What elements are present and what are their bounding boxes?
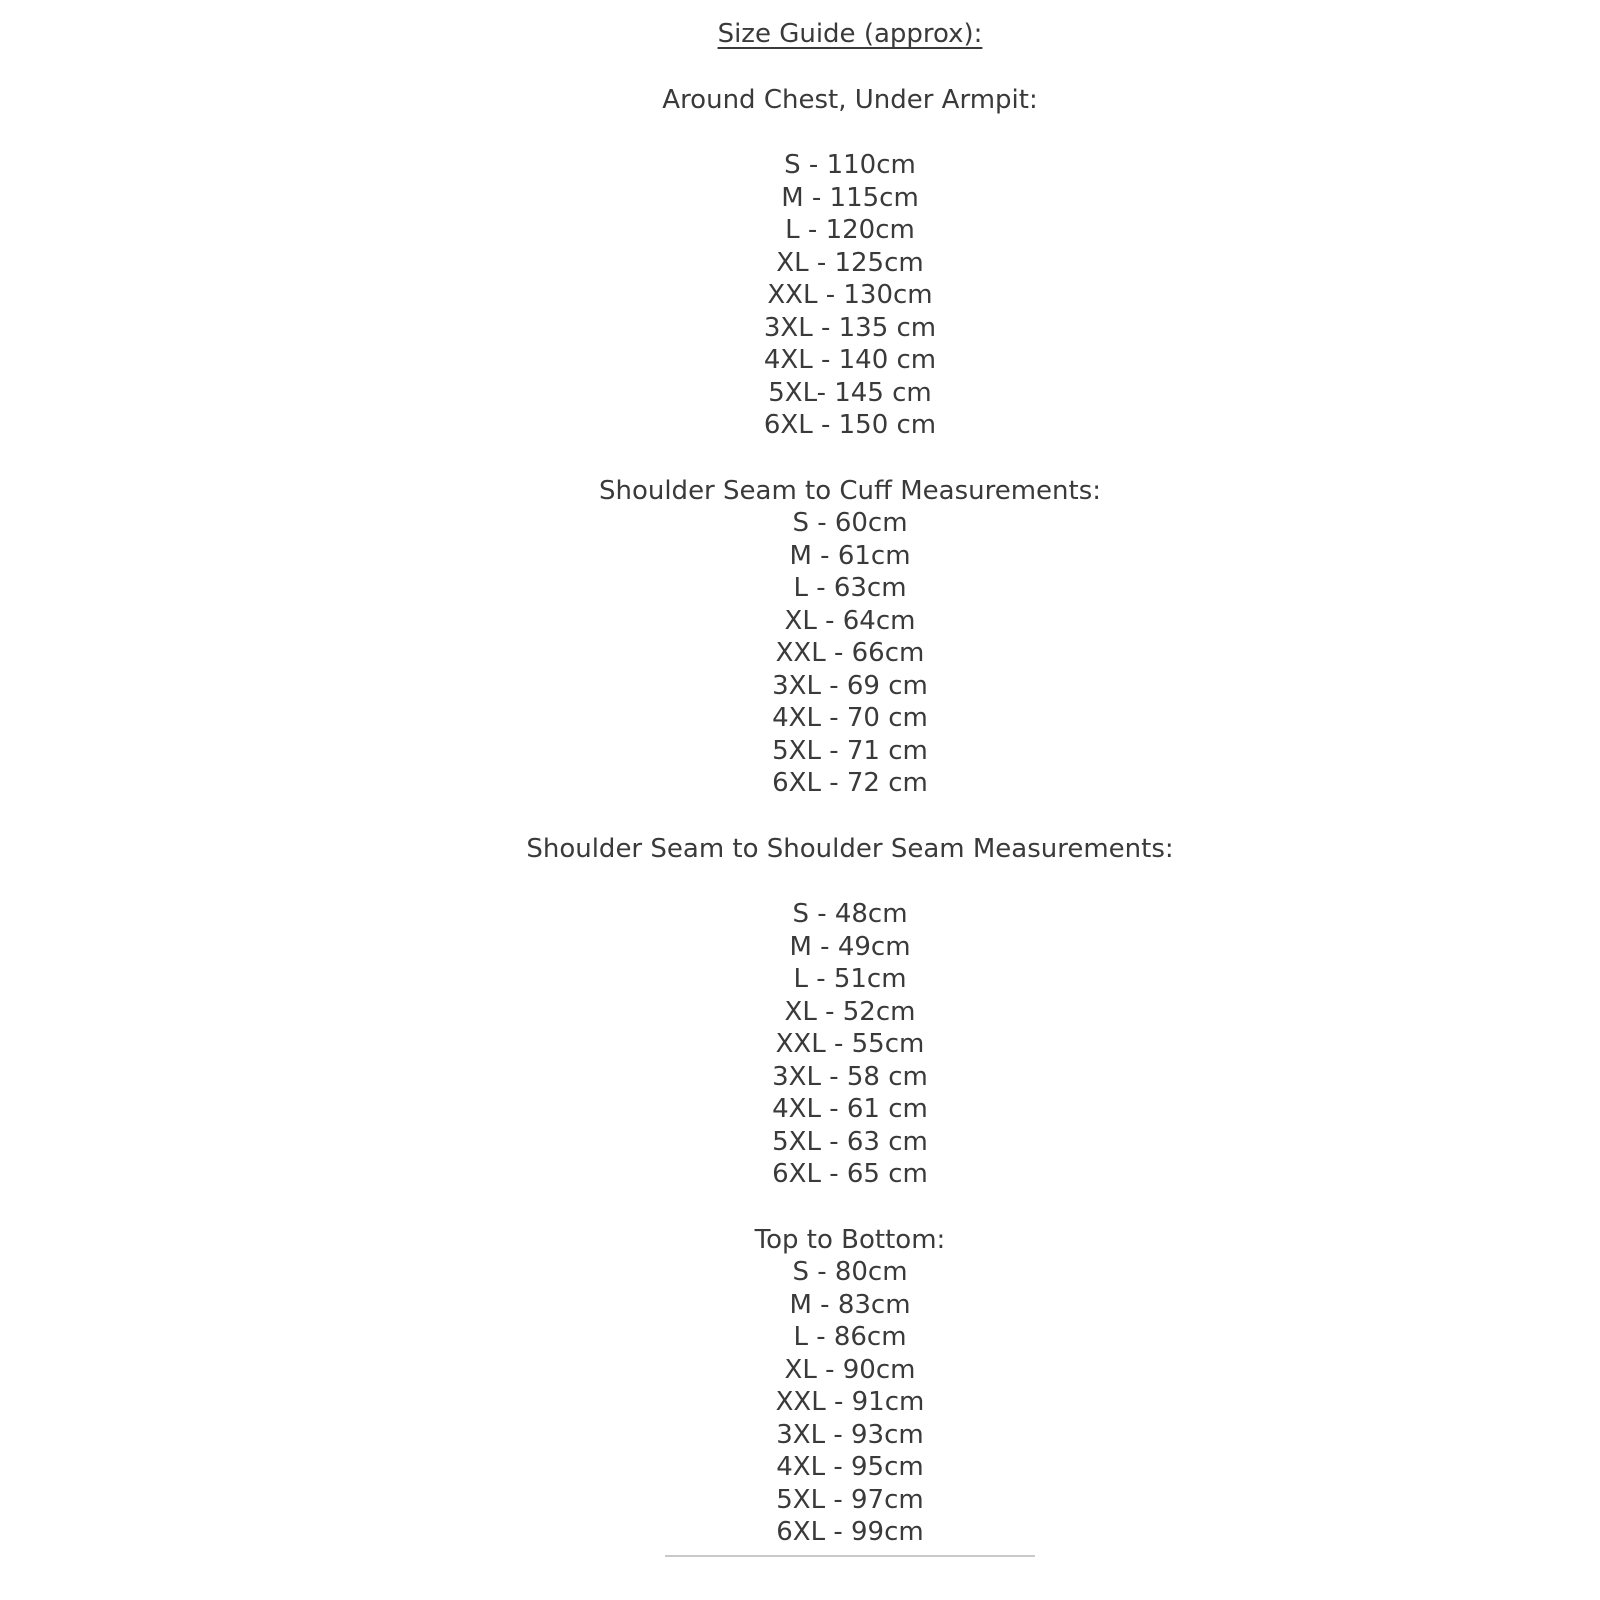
size-row: L - 63cm [793,573,907,603]
size-row: M - 49cm [789,931,911,962]
section-rows [100,149,1600,442]
size-row: L - 86cm [793,1322,907,1352]
size-row: L - 120cm [785,215,915,245]
size-row: M - 61cm [789,540,911,571]
size-section [100,475,1600,800]
size-row: 5XL - 97cm [776,1484,924,1515]
section-rows [100,1256,1600,1549]
size-row: 6XL - 65 cm [772,1159,928,1189]
size-row: S - 110cm [784,150,916,180]
size-row: 3XL - 58 cm [772,1061,928,1092]
section-heading: Shoulder Seam to Shoulder Seam Measurements: [526,833,1174,864]
size-row: S - 80cm [792,1257,908,1287]
section-heading: Shoulder Seam to Cuff Measurements: [598,475,1102,506]
size-guide-document [100,0,1600,1557]
size-row: XXL - 55cm [775,1029,925,1059]
size-row: 5XL - 63 cm [772,1126,928,1157]
size-row: 4XL - 70 cm [772,703,928,733]
size-row: 5XL - 71 cm [772,735,928,766]
size-row: L - 51cm [793,964,907,994]
size-row: XL - 90cm [784,1354,916,1385]
size-row: M - 115cm [781,182,919,213]
size-row: 4XL - 95cm [776,1452,924,1482]
size-row: 5XL- 145 cm [768,377,932,408]
size-row: XL - 125cm [776,247,924,278]
size-row: XXL - 66cm [775,638,925,668]
size-row: 3XL - 135 cm [763,312,937,343]
size-row: XXL - 130cm [767,280,933,310]
size-row: 4XL - 61 cm [772,1094,928,1124]
size-row: 6XL - 72 cm [772,768,928,798]
truncated-underline-artifact [665,1555,1035,1557]
size-row: XL - 52cm [784,996,916,1027]
size-section [100,833,1600,1191]
section-rows [100,898,1600,1191]
size-section [100,84,1600,442]
size-row: 3XL - 69 cm [772,670,928,701]
section-heading: Top to Bottom: [754,1224,946,1255]
section-rows [100,507,1600,800]
section-heading: Around Chest, Under Armpit: [662,84,1038,115]
sections-container [100,84,1600,1549]
size-row: XXL - 91cm [775,1387,925,1417]
page-title: Size Guide (approx): [717,19,983,49]
size-row: S - 60cm [792,508,908,538]
size-row: 3XL - 93cm [776,1419,924,1450]
size-row: 4XL - 140 cm [763,345,937,375]
size-row: 6XL - 99cm [776,1517,924,1547]
size-row: S - 48cm [792,899,908,929]
size-section [100,1224,1600,1549]
size-row: M - 83cm [789,1289,911,1320]
size-row: XL - 64cm [784,605,916,636]
size-row: 6XL - 150 cm [763,410,937,440]
